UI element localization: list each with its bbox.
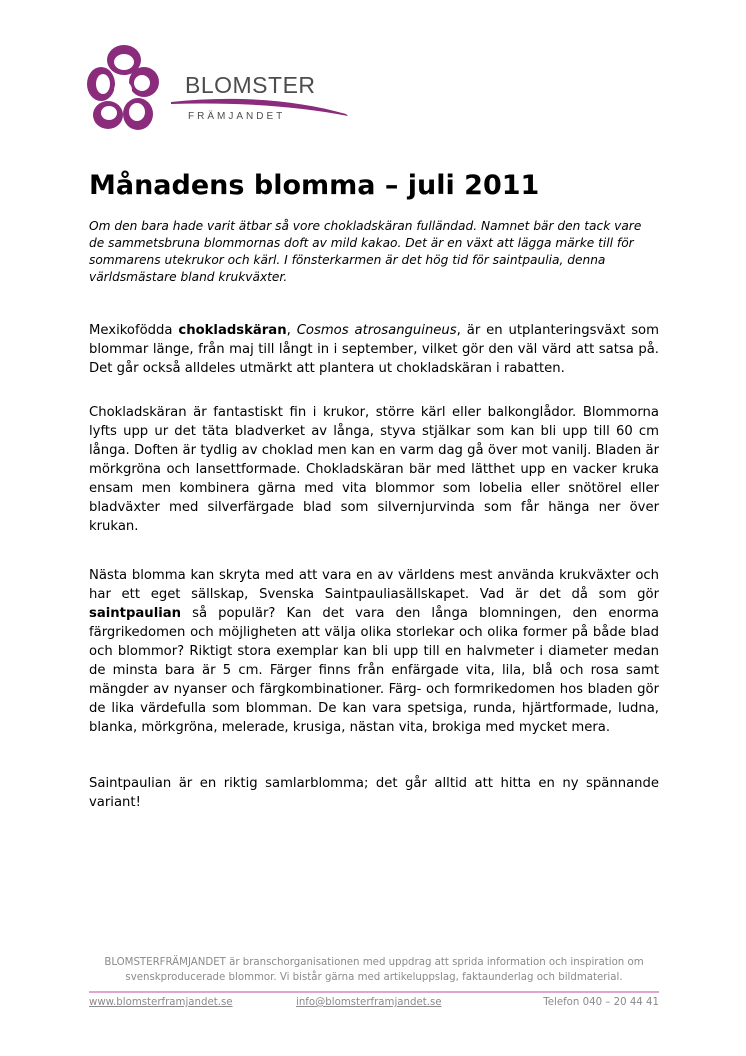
logo <box>86 40 366 140</box>
p3-text-2: så populär? Kan det vara den långa blomningen, den enorma färgrikedomen och möjligheten att välja olika storlekar och olika former på både blad och blommor? Riktigt stora exemplar kan bli upp till en halvmeter i diameter medan de minsta bara är 5 cm. Färger finns från enfärgade vita, lila, blå och rosa samt mängder av nyanser och färgkombinationer. Färg- och formrikedomen hos bladen gör de lika värdefulla som blomman. De kan vara spetsiga, runda, hjärtformade, ludna, blanka, mörkgröna, melerade, krusiga, nästan vita, brokiga med mycket mera. <box>89 606 659 735</box>
phone-number: Telefon 040 – 20 44 41 <box>543 997 659 1008</box>
p1-text-2: , <box>286 323 297 338</box>
footer-divider <box>89 991 659 993</box>
intro-paragraph: Om den bara hade varit ätbar så vore chokladskäran fulländad. Namnet bär den tack vare de sammetsbruna blommornas doft av mild kakao. Det är en växt att lägga märke till för sommarens utekrukor och kärl. I fönsterkarmen är det hög tid för saintpaulia, denna världsmästare bland krukväxter. <box>89 219 642 284</box>
p3-bold-term: saintpaulian <box>89 606 182 621</box>
p3-text-1: Nästa blomma kan skryta med att vara en av världens mest använda krukväxter och har ett eget sällskap, Svenska Saintpauliasällskapet. Vad är det då som gör <box>89 568 659 602</box>
page-title: Månadens blomma – juli 2011 <box>89 170 540 201</box>
p1-bold-term: chokladskäran <box>178 323 287 338</box>
logo-subtitle: FRÄMJANDET <box>188 111 286 122</box>
logo-name: BLOMSTER <box>185 72 316 98</box>
p1-text-1: Mexikofödda <box>89 323 179 338</box>
paragraph-chokladskaran <box>89 321 659 378</box>
p1-latin-name: Cosmos atrosanguineus <box>296 323 457 338</box>
email-link[interactable]: info@blomsterframjandet.se <box>296 997 442 1008</box>
paragraph-krukor: Chokladskäran är fantastiskt fin i krukor, större kärl eller balkonglådor. Blommorna lyfts upp ur det täta bladverket av långa, styva stjälkar som kan bli upp till 60 cm långa. Doften är tydlig av choklad men kan en varm dag gå över mot vanilj. Bladen är mörkgröna och lansettformade. Chokladskäran bär med lätthet upp en vacker kruka ensam men kombinera gärna med vita blommor som lobelia eller snötörel eller bladväxter med silverfärgade blad som silvernjurvinda som får hänga ner över krukan. <box>89 405 659 534</box>
paragraph-saintpaulia <box>89 566 659 737</box>
p1-text-3: , är en utplanteringsväxt som blommar länge, från maj till långt in i september, vilket gör den väl värd att satsa på. Det går också alldeles utmärkt att plantera ut chokladskäran i rabatten. <box>89 323 659 376</box>
paragraph-samlarblomma: Saintpaulian är en riktig samlarblomma; det går alltid att hitta en ny spännande variant! <box>89 776 659 810</box>
website-link[interactable]: www.blomsterframjandet.se <box>89 997 233 1008</box>
footer-description: BLOMSTERFRÄMJANDET är branschorganisationen med uppdrag att sprida information och inspiration om svenskproducerade blommor. Vi bistår gärna med artikeluppslag, faktaunderlag och bildmaterial. <box>104 957 644 983</box>
